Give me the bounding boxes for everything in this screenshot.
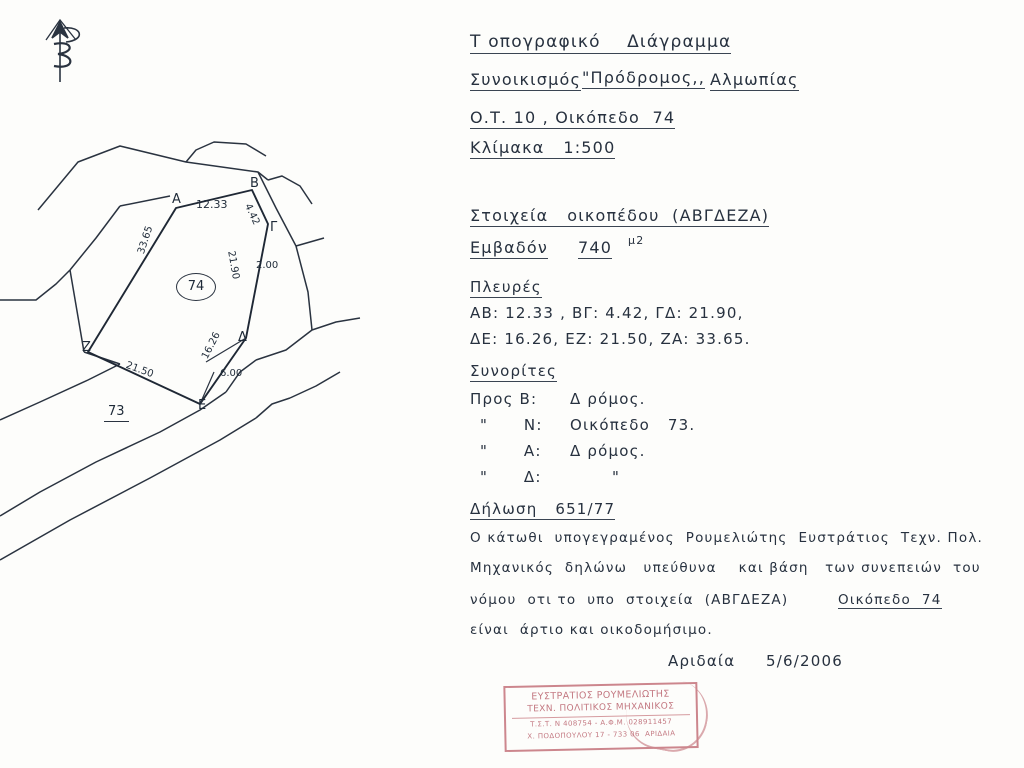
area-unit: μ2 (628, 234, 645, 247)
dimension-AB: 12.33 (196, 198, 228, 211)
offset-1: 2.00 (256, 260, 279, 271)
vertex-label-D: Δ (238, 330, 247, 345)
date-label: 5/6/2006 (766, 652, 843, 670)
municipality-name: Αλμωπίας (710, 70, 799, 89)
site-plan (0, 0, 440, 768)
vertex-label-E: Ε (198, 398, 207, 413)
declaration-line-1: Ο κάτωθι υπογεγραμένος Ρουμελιώτης Ευστράτιος Τεχν. Πολ. (470, 530, 984, 546)
dimension-ZA: 33.65 (136, 224, 156, 256)
settlement-name: "Πρόδρομος,, (582, 68, 706, 87)
stamp-line-2: ΤΕΧΝ. ΠΟΛΙΤΙΚΟΣ ΜΗΧΑΝΙΚΟΣ (527, 701, 675, 715)
place-label: Αριδαία (668, 652, 736, 670)
stamp-line-1: ΕΥΣΤΡΑΤΙΟΣ ΡΟΥΜΕΛΙΩΤΗΣ (531, 688, 670, 703)
declaration-line-2: Μηχανικός δηλώνω υπεύθυνα και βάση των συνεπειών του (470, 560, 981, 576)
neighbour-3-direction: " Δ: (480, 468, 542, 486)
plot-number-74: 74 (176, 273, 216, 301)
area-label: Εμβαδόν (470, 238, 548, 257)
neighbour-0-direction: Προς Β: (470, 390, 538, 408)
neighbour-2-direction: " Α: (480, 442, 542, 460)
title-line-2-prefix: Συνοικισμός (470, 70, 582, 89)
plot-number-73: 73 (104, 404, 129, 422)
declaration-heading: Δήλωση 651/77 (470, 500, 616, 518)
dimension-GD: 21.90 (225, 250, 241, 281)
neighbour-1-direction: " Ν: (480, 416, 543, 434)
stamp-line-3: Τ.Σ.Τ. Ν 408754 - Α.Φ.Μ. 028911457 (530, 717, 673, 729)
vertex-label-A: Α (172, 192, 181, 207)
dimension-EZ: 21.50 (124, 360, 155, 381)
neighbour-2-value: Δ ρόμος. (570, 442, 646, 460)
vertex-label-B: Β (250, 176, 259, 191)
stamp-line-4: Χ. ΠΟΔΟΠΟΥΛΟΥ 17 - 733 06 ΑΡΙΔΑΙΑ (527, 729, 676, 741)
declaration-plot-reference: Οικόπεδο 74 (838, 592, 942, 608)
dimension-BG: 4.42 (242, 202, 262, 227)
sides-line-1: ΑΒ: 12.33 , ΒΓ: 4.42, ΓΔ: 21.90, (470, 304, 744, 322)
sides-heading: Πλευρές (470, 278, 542, 296)
neighbour-3-value: " (612, 468, 621, 486)
dimension-DE: 16.26 (200, 330, 223, 361)
neighbour-0-value: Δ ρόμος. (570, 390, 646, 408)
vertex-label-G: Γ (270, 220, 278, 235)
vertex-label-Z: Ζ (82, 340, 91, 355)
offset-2: 6.00 (220, 368, 243, 379)
plot-data-heading: Στοιχεία οικοπέδου (ΑΒΓΔΕΖΑ) (470, 206, 770, 225)
area-value: 740 (578, 238, 613, 257)
engineer-stamp (503, 682, 698, 752)
declaration-line-3: νόμου οτι το υπο στοιχεία (ΑΒΓΔΕΖΑ) (470, 592, 789, 608)
sides-line-2: ΔΕ: 16.26, ΕΖ: 21.50, ΖΑ: 33.65. (470, 330, 751, 348)
scale: Κλίμακα 1:500 (470, 138, 616, 157)
neighbour-1-value: Οικόπεδο 73. (570, 416, 696, 434)
block-and-plot: Ο.Τ. 10 , Οικόπεδο 74 (470, 108, 676, 127)
neighbours-heading: Συνορίτες (470, 362, 558, 380)
title-line-1: Τ οπογραφικό Διάγραμμα (470, 32, 732, 52)
document-text (466, 18, 1014, 758)
declaration-line-4: είναι άρτιο και οικοδομήσιμο. (470, 622, 713, 638)
